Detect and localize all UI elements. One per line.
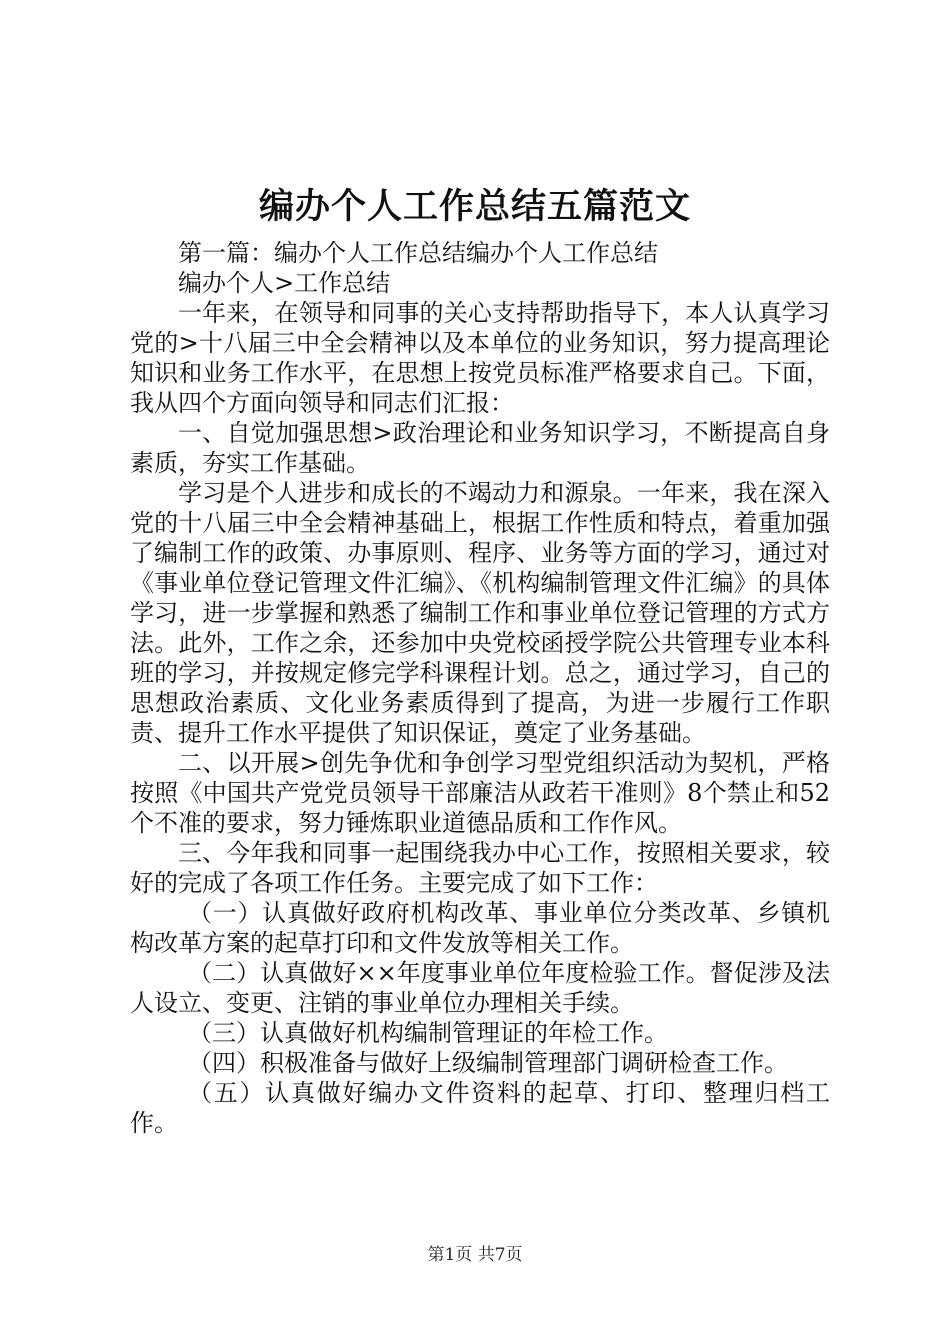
paragraph-item-1: （一）认真做好政府机构改革、事业单位分类改革、乡镇机构改革方案的起草打印和文件发放等相关工作。 xyxy=(130,899,830,957)
paragraph-item-4: （四）积极准备与做好上级编制管理部门调研检查工作。 xyxy=(188,1049,788,1077)
paragraph-subheading: 编办个人>工作总结 xyxy=(178,269,391,297)
paragraph-chapter-heading: 第一篇：编办个人工作总结编办个人工作总结 xyxy=(178,239,658,267)
document-title: 编办个人工作总结五篇范文 xyxy=(258,186,691,227)
paragraph-item-2: （二）认真做好××年度事业单位年度检验工作。督促涉及法人设立、变更、注销的事业单位办理相关手续。 xyxy=(130,959,830,1017)
paragraph-section-two: 二、以开展>创先争优和争创学习型党组织活动为契机，严格按照《中国共产党党员领导干部廉洁从政若干准则》8个禁止和52个不准的要求，努力锤炼职业道德品质和工作作风。 xyxy=(130,749,830,837)
page-number-footer: 第1页 共7页 xyxy=(427,1245,523,1265)
document-body xyxy=(130,238,830,1138)
paragraph-item-3: （三）认真做好机构编制管理证的年检工作。 xyxy=(188,1019,668,1047)
paragraph-study: 学习是个人进步和成长的不竭动力和源泉。一年来，我在深入党的十八届三中全会精神基础上，根据工作性质和特点，着重加强了编制工作的政策、办事原则、程序、业务等方面的学习，通过对《事业单位登记管理文件汇编》、《机构编制管理文件汇编》的具体学习，进一步掌握和熟悉了编制工作和事业单位登记管理的方式方法。此外，工作之余，还参加中央党校函授学院公共管理专业本科班的学习，并按规定修完学科课程计划。总之，通过学习，自己的思想政治素质、文化业务素质得到了提高，为进一步履行工作职责、提升工作水平提供了知识保证，奠定了业务基础。 xyxy=(130,479,830,747)
paragraph-item-5: （五）认真做好编办文件资料的起草、打印、整理归档工作。 xyxy=(130,1079,830,1137)
paragraph-section-one: 一、自觉加强思想>政治理论和业务知识学习，不断提高自身素质，夯实工作基础。 xyxy=(130,419,830,477)
paragraph-section-three: 三、今年我和同事一起围绕我办中心工作，按照相关要求，较好的完成了各项工作任务。主要完成了如下工作： xyxy=(130,839,830,897)
paragraph-intro: 一年来，在领导和同事的关心支持帮助指导下，本人认真学习党的>十八届三中全会精神以及本单位的业务知识，努力提高理论知识和业务工作水平，在思想上按党员标准严格要求自己。下面，我从四个方面向领导和同志们汇报： xyxy=(130,299,830,417)
